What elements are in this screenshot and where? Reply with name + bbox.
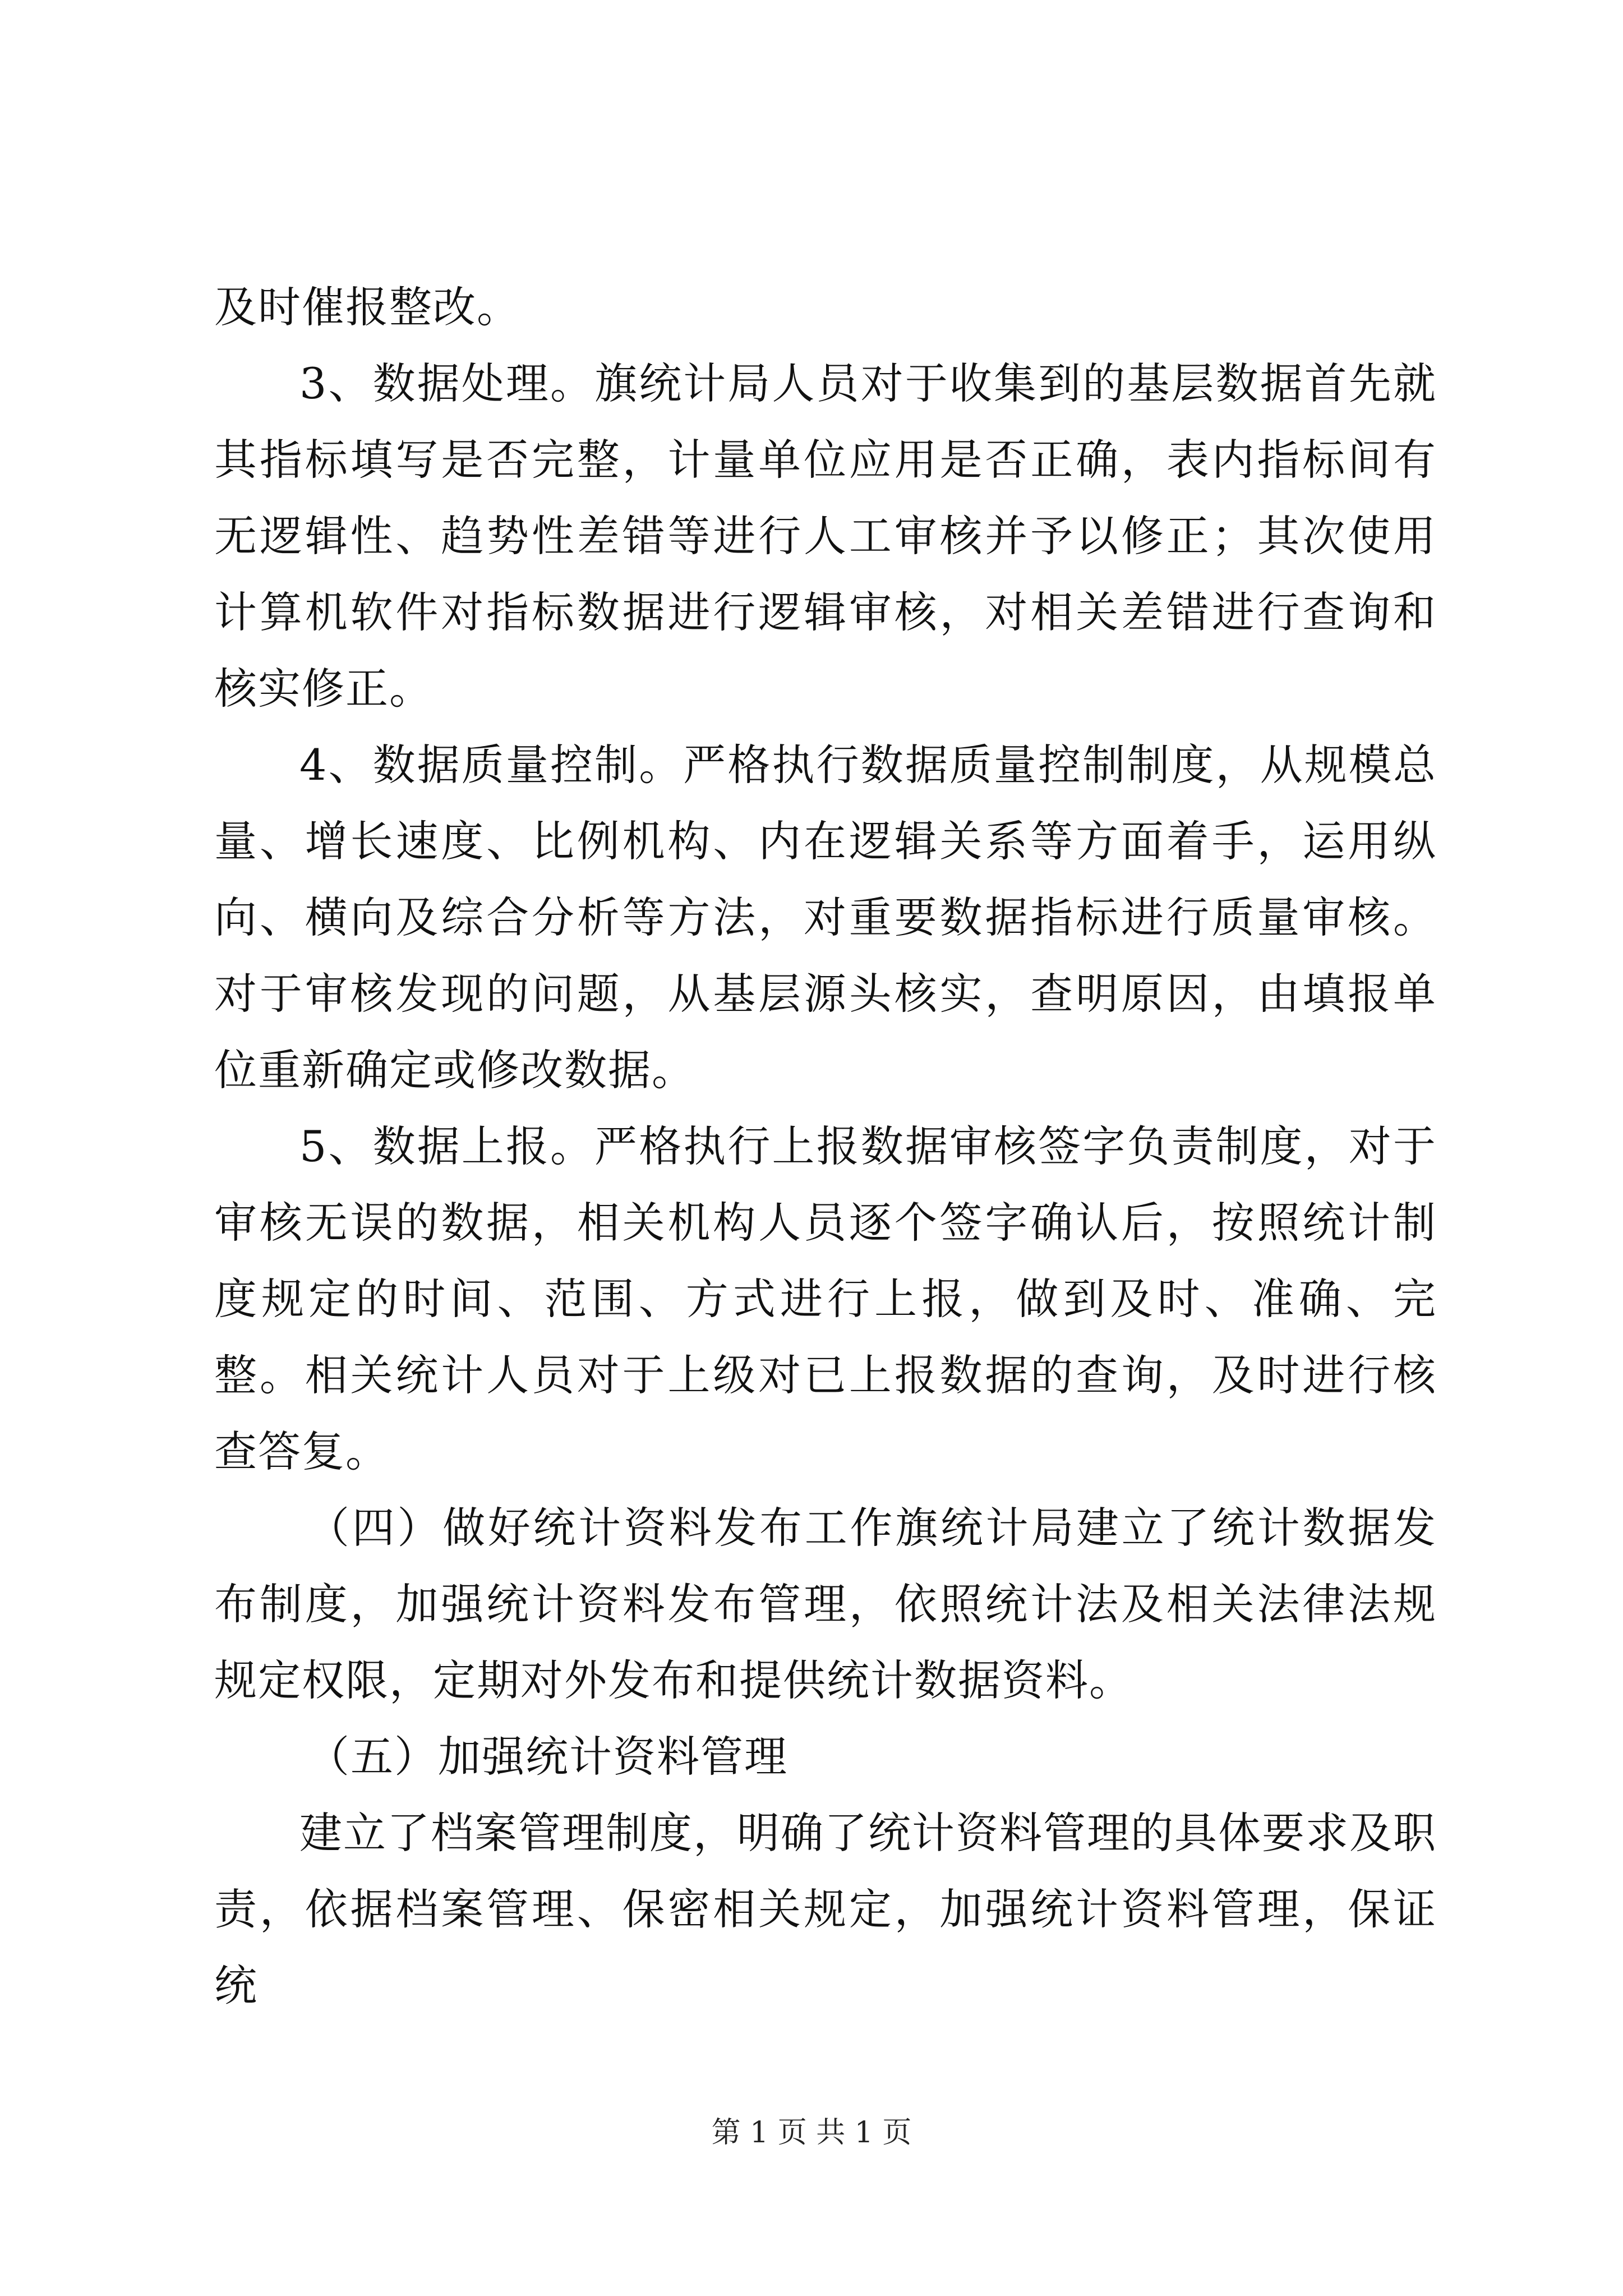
paragraph-1: 及时催报整改。 [214,282,520,332]
page-footer: 第 1 页 共 1 页 [711,2116,912,2150]
paragraph-section-four: （四）做好统计资料发布工作旗统计局建立了统计数据发布制度，加强统计资料发布管理，依照统计法及相关法律法规规定权限，定期对外发布和提供统计数据资料。 [214,1503,1437,1705]
paragraph-data-processing: 3、数据处理。旗统计局人员对于收集到的基层数据首先就其指标填写是否完整，计量单位应用是否正确，表内指标间有无逻辑性、趋势性差错等进行人工审核并予以修正；其次使用计算机软件对指标数据进行逻辑审核，对相关差错进行查询和核实修正。 [214,358,1437,714]
paragraph-archive-management: 建立了档案管理制度，明确了统计资料管理的具体要求及职责，依据档案管理、保密相关规定，加强统计资料管理，保证统 [214,1808,1437,2010]
paragraph-quality-control: 4、数据质量控制。严格执行数据质量控制制度，从规模总量、增长速度、比例机构、内在逻辑关系等方面着手，运用纵向、横向及综合分析等方法，对重要数据指标进行质量审核。对于审核发现的问题，从基层源头核实，查明原因，由填报单位重新确定或修改数据。 [214,740,1437,1095]
paragraph-data-reporting: 5、数据上报。严格执行上报数据审核签字负责制度，对于审核无误的数据，相关机构人员逐个签字确认后，按照统计制度规定的时间、范围、方式进行上报，做到及时、准确、完整。相关统计人员对于上级对已上报数据的查询，及时进行核查答复。 [214,1121,1437,1476]
section-five-heading: （五）加强统计资料管理 [307,1732,788,1782]
document-body [214,269,1437,2024]
